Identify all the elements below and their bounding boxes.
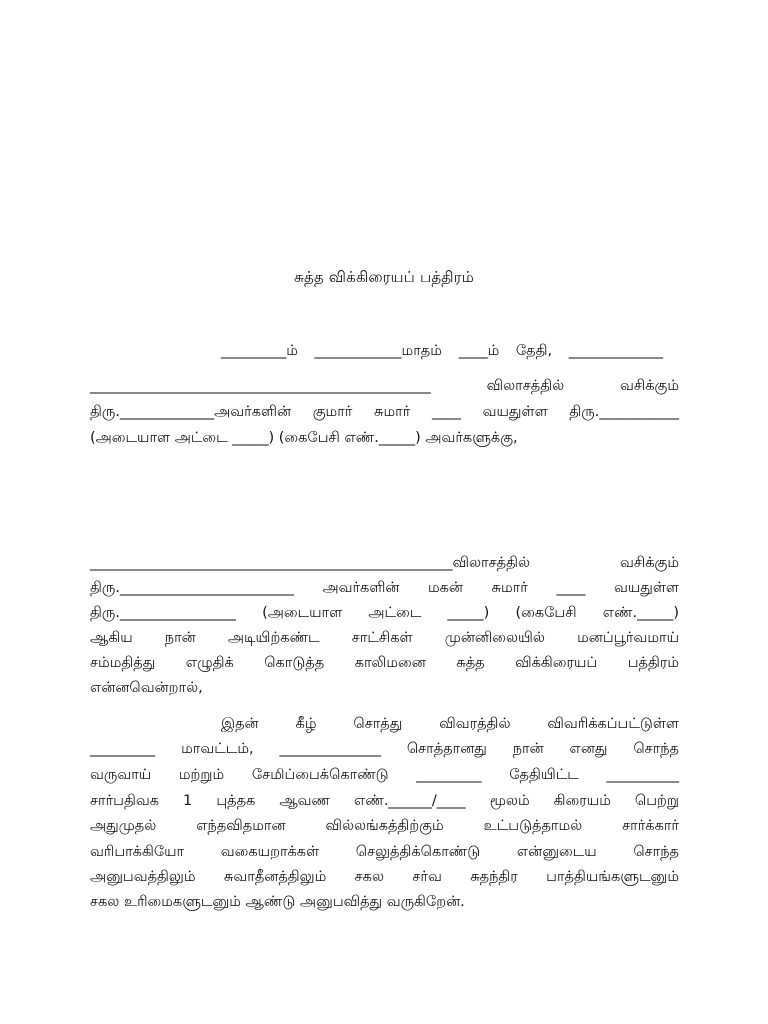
party1-line-3: (அடையாள அட்டை _____) (கைபேசி எண்._____) அவர்களுக்கு, — [90, 430, 518, 446]
party1-line-2: திரு._____________அவர்களின் குமார் சுமார் ____ வயதுள்ள திரு.___________ — [90, 404, 679, 420]
party2-line-3: திரு.________________ (அடையாள அட்டை _____) (கைபேசி எண்._____) — [90, 605, 679, 621]
party2-line-6: என்னவென்றால், — [90, 680, 203, 696]
party2-line-1: __________________________________________________விலாசத்தில் வசிக்கும் — [90, 555, 679, 571]
date-line: _________ம் ____________மாதம் ____ம் தேதி, _____________ — [221, 343, 663, 359]
para3-line-1: இதன் கீழ் சொத்து விவரத்தில் விவரிக்கப்பட்டுள்ள — [221, 716, 679, 732]
para3-line-7: அனுபவத்திலும் சுவாதீனத்திலும் சகல சர்வ சுதந்திர பாத்தியங்களுடனும் — [90, 869, 679, 885]
para3-line-5: அதுமுதல் எந்தவிதமான வில்லங்கத்திற்கும் உட்படுத்தாமல் சார்க்கார் — [90, 818, 679, 834]
document-title: சுத்த விக்கிரையப் பத்திரம் — [293, 268, 475, 286]
party2-line-2: திரு.________________________ அவர்களின் மகன் சுமார் ____ வயதுள்ள — [90, 580, 679, 596]
party2-line-5: சம்மதித்து எழுதிக் கொடுத்த காலிமனை சுத்த விக்கிரையப் பத்திரம் — [90, 655, 679, 671]
para3-line-8: சகல உரிமைகளுடனும் ஆண்டு அனுபவித்து வருகிறேன். — [90, 894, 465, 910]
para3-line-2: _________ மாவட்டம், ______________ சொத்தானது நான் எனது சொந்த — [90, 741, 679, 757]
para3-line-6: வரிபாக்கியோ வகையறாக்கள் செலுத்திக்கொண்டு என்னுடைய சொந்த — [90, 844, 679, 860]
party1-line-1: _______________________________________________ விலாசத்தில் வசிக்கும் — [90, 378, 679, 394]
para3-line-4: சார்பதிவக 1 புத்தக ஆவண எண்.______/____ மூலம் கிரையம் பெற்று — [90, 793, 679, 809]
party2-line-4: ஆகிய நான் அடியிற்கண்ட சாட்சிகள் முன்னிலையில் மனப்பூர்வமாய் — [90, 630, 679, 646]
para3-line-3: வருவாய் மற்றும் சேமிப்பைக்கொண்டு _________ தேதியிட்ட __________ — [90, 767, 679, 783]
